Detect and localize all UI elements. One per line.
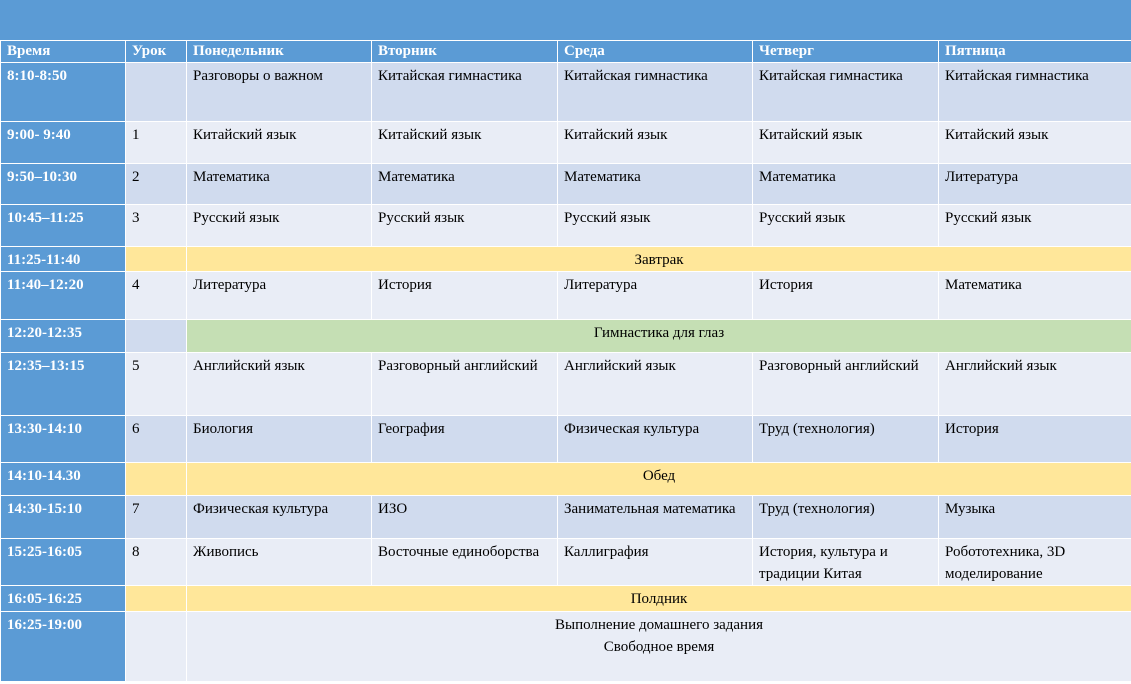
header-friday: Пятница [939,41,1131,63]
lunch-row [1,463,1131,496]
eye-gymnastics-row [1,320,1131,353]
time-cell: 14:10-14.30 [1,463,126,496]
subject-tuesday: Китайский язык [372,122,558,164]
time-cell: 14:30-15:10 [1,496,126,539]
subject-monday: Английский язык [187,353,372,416]
time-cell: 9:00- 9:40 [1,122,126,164]
subject-friday: Русский язык [939,205,1131,247]
lesson-number [126,612,187,682]
eye-gymnastics-cell: Гимнастика для глаз [187,320,1131,353]
table-row [1,63,1131,122]
evening-cell [187,612,1131,682]
subject-thursday: История [753,272,939,320]
free-time-text: Свободное время [603,639,715,655]
subject-tuesday: Русский язык [372,205,558,247]
afternoon-snack-cell: Полдник [187,586,1131,612]
subject-wednesday: Физическая культура [558,416,753,463]
subject-friday: Китайский язык [939,122,1131,164]
subject-monday: Биология [187,416,372,463]
subject-tuesday: Разговорный английский [372,353,558,416]
table-row [1,122,1131,164]
subject-wednesday: Английский язык [558,353,753,416]
header-time: Время [1,41,126,63]
subject-friday: История [939,416,1131,463]
afternoon-snack-row [1,586,1131,612]
subject-friday: Музыка [939,496,1131,539]
homework-text: Выполнение домашнего задания [554,617,764,633]
subject-friday: Литература [939,164,1131,205]
subject-monday: Разговоры о важном [187,63,372,122]
lesson-number [126,247,187,272]
header-thursday: Четверг [753,41,939,63]
subject-wednesday: Русский язык [558,205,753,247]
subject-monday: Живопись [187,539,372,586]
time-cell: 11:25-11:40 [1,247,126,272]
header-monday: Понедельник [187,41,372,63]
time-cell: 11:40–12:20 [1,272,126,320]
lesson-number: 1 [126,122,187,164]
time-cell: 12:20-12:35 [1,320,126,353]
lesson-number [126,586,187,612]
subject-thursday: Русский язык [753,205,939,247]
subject-monday: Физическая культура [187,496,372,539]
table-row [1,164,1131,205]
top-header-band [0,0,1131,40]
time-cell: 10:45–11:25 [1,205,126,247]
breakfast-row [1,247,1131,272]
subject-friday: Английский язык [939,353,1131,416]
lesson-number: 2 [126,164,187,205]
table-row [1,353,1131,416]
subject-tuesday: География [372,416,558,463]
subject-tuesday: ИЗО [372,496,558,539]
subject-tuesday: История [372,272,558,320]
lesson-number: 4 [126,272,187,320]
table-row [1,539,1131,586]
subject-thursday: Труд (технология) [753,416,939,463]
subject-wednesday: Математика [558,164,753,205]
subject-wednesday: Каллиграфия [558,539,753,586]
lesson-number: 6 [126,416,187,463]
time-cell: 16:05-16:25 [1,586,126,612]
time-cell: 15:25-16:05 [1,539,126,586]
subject-friday: Робототехника, 3D моделирование [939,539,1131,586]
lesson-number: 5 [126,353,187,416]
table-row [1,205,1131,247]
subject-wednesday: Китайская гимнастика [558,63,753,122]
header-wednesday: Среда [558,41,753,63]
header-lesson: Урок [126,41,187,63]
time-cell: 16:25-19:00 [1,612,126,682]
lesson-number: 8 [126,539,187,586]
subject-friday: Математика [939,272,1131,320]
subject-tuesday: Математика [372,164,558,205]
subject-monday: Китайский язык [187,122,372,164]
table-row [1,496,1131,539]
header-row [1,41,1131,63]
subject-wednesday: Занимательная математика [558,496,753,539]
subject-thursday: История, культура и традиции Китая [753,539,939,586]
lesson-number: 3 [126,205,187,247]
subject-wednesday: Литература [558,272,753,320]
evening-row [1,612,1131,682]
header-tuesday: Вторник [372,41,558,63]
subject-tuesday: Восточные единоборства [372,539,558,586]
subject-friday: Китайская гимнастика [939,63,1131,122]
table-row [1,416,1131,463]
subject-monday: Русский язык [187,205,372,247]
subject-thursday: Китайская гимнастика [753,63,939,122]
time-cell: 9:50–10:30 [1,164,126,205]
subject-wednesday: Китайский язык [558,122,753,164]
subject-thursday: Труд (технология) [753,496,939,539]
time-cell: 13:30-14:10 [1,416,126,463]
lunch-cell: Обед [187,463,1131,496]
subject-tuesday: Китайская гимнастика [372,63,558,122]
subject-thursday: Разговорный английский [753,353,939,416]
subject-monday: Математика [187,164,372,205]
subject-monday: Литература [187,272,372,320]
time-cell: 12:35–13:15 [1,353,126,416]
table-row [1,272,1131,320]
lesson-number: 7 [126,496,187,539]
schedule-table [0,40,1131,682]
breakfast-cell: Завтрак [187,247,1131,272]
lesson-number [126,320,187,353]
time-cell: 8:10-8:50 [1,63,126,122]
subject-thursday: Математика [753,164,939,205]
lesson-number [126,63,187,122]
lesson-number [126,463,187,496]
subject-thursday: Китайский язык [753,122,939,164]
